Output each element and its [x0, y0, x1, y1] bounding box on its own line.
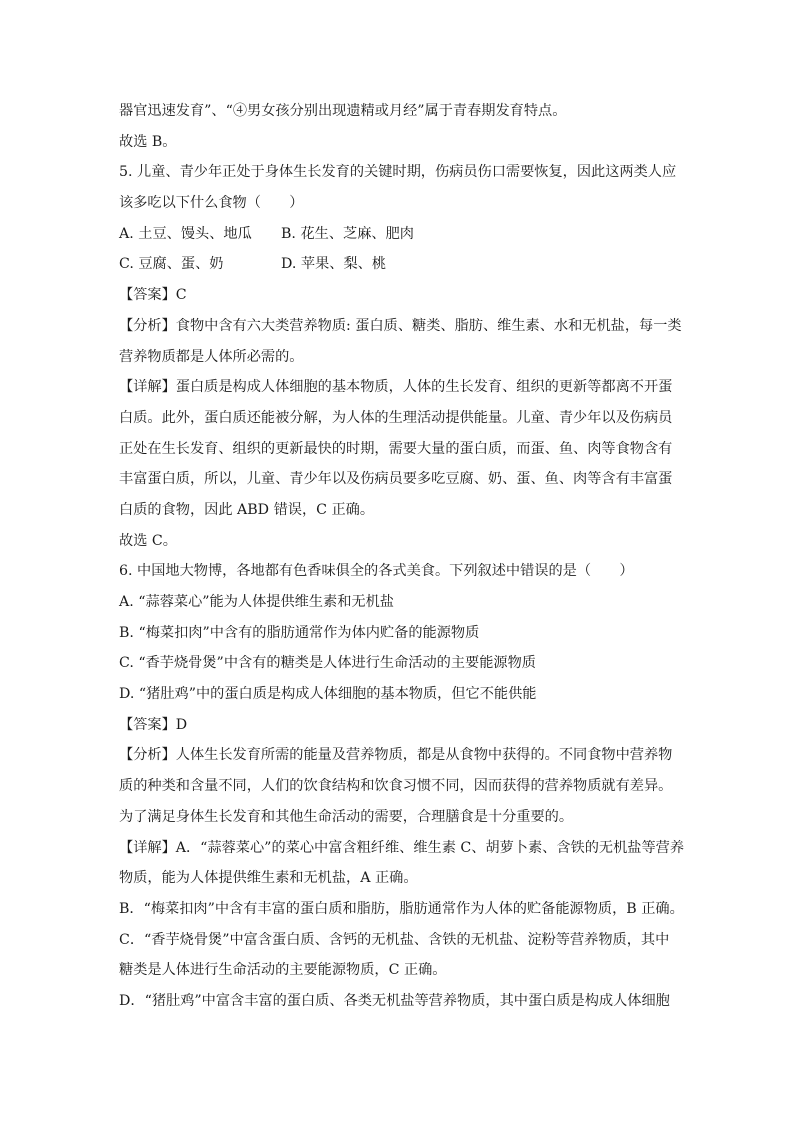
question-5-analysis-line-2: 营养物质都是人体所必需的。: [119, 348, 304, 365]
question-6-analysis-line-2: 质的种类和含量不同，人们的饮食结构和饮食习惯不同，因而获得的营养物质就有差异。: [119, 778, 673, 795]
question-6-detail-a-line-2: 物质，能为人体提供维生素和无机盐，A 正确。: [119, 870, 418, 887]
choose-answer-q4: 故选 B。: [119, 133, 177, 150]
question-6-option-b: B. “梅菜扣肉”中含有的脂肪通常作为体内贮备的能源物质: [119, 624, 480, 641]
question-5-option-d: D. 苹果、梨、桃: [281, 256, 387, 273]
question-5-detail-line-2: 白质。此外，蛋白质还能被分解，为人体的生理活动提供能量。儿童、青少年以及伤病员: [119, 409, 673, 426]
question-6-detail-a-line-1: 【详解】A．“蒜蓉菜心”的菜心中富含粗纤维、维生素 C、胡萝卜素、含铁的无机盐等营养: [119, 839, 685, 856]
question-5-option-a: A. 土豆、馒头、地瓜: [119, 225, 252, 242]
question-5-options-row-1: [119, 219, 679, 250]
document-body: [119, 96, 685, 1017]
question-5-option-b: B. 花生、芝麻、肥肉: [281, 225, 414, 242]
question-6-option-c: C. “香芋烧骨煲”中含有的糖类是人体进行生命活动的主要能源物质: [119, 655, 536, 672]
question-6-analysis-line-3: 为了满足身体生长发育和其他生命活动的需要，合理膳食是十分重要的。: [119, 808, 574, 825]
question-6-option-d: D. “猪肚鸡”中的蛋白质是构成人体细胞的基本物质，但它不能供能: [119, 686, 537, 703]
question-6-detail-c-line-1: C．“香芋烧骨煲”中富含蛋白质、含钙的无机盐、含铁的无机盐、淀粉等营养物质，其中: [119, 931, 670, 948]
question-6-analysis-line-1: 【分析】人体生长发育所需的能量及营养物质，都是从食物中获得的。不同食物中营养物: [119, 747, 673, 764]
text-line-continuation: 器官迅速发育”、“④男女孩分别出现遗精或月经”属于青春期发育特点。: [119, 103, 567, 119]
question-5-stem-line-2: 该多吃以下什么食物（ ）: [119, 195, 304, 212]
question-6-detail-b: B．“梅菜扣肉”中含有丰富的蛋白质和脂肪，脂肪通常作为人体的贮备能源物质，B 正确。: [119, 900, 684, 917]
question-5-detail-line-1: 【详解】蛋白质是构成人体细胞的基本物质，人体的生长发育、组织的更新等都离不开蛋: [119, 379, 673, 396]
question-5-option-c: C. 豆腐、蛋、奶: [119, 256, 224, 273]
question-6-stem: 6. 中国地大物博，各地都有色香味俱全的各式美食。下列叙述中错误的是（ ）: [119, 563, 634, 580]
question-6-detail-c-line-2: 糖类是人体进行生命活动的主要能源物质，C 正确。: [119, 962, 447, 979]
question-5-options-row-2: [119, 249, 679, 280]
question-6-option-a: A. “蒜蓉菜心”能为人体提供维生素和无机盐: [119, 594, 394, 610]
question-6-detail-d-line-1: D．“猪肚鸡”中富含丰富的蛋白质、各类无机盐等营养物质，其中蛋白质是构成人体细胞: [119, 992, 670, 1009]
question-5-detail-line-3: 正处在生长发育、组织的更新最快的时期，需要大量的蛋白质，而蛋、鱼、肉等食物含有: [119, 440, 673, 457]
question-5-detail-line-4: 丰富蛋白质，所以，儿童、青少年以及伤病员要多吃豆腐、奶、蛋、鱼、肉等含有丰富蛋: [119, 471, 673, 488]
question-5-stem-line-1: 5. 儿童、青少年正处于身体生长发育的关键时期，伤病员伤口需要恢复，因此这两类人应: [119, 164, 677, 181]
question-5-analysis-line-1: 【分析】食物中含有六大类营养物质: 蛋白质、糖类、脂肪、维生素、水和无机盐，每一类: [119, 317, 682, 334]
question-6-answer: 【答案】D: [119, 716, 188, 733]
question-5-answer: 【答案】C: [119, 287, 187, 304]
question-5-choose: 故选 C。: [119, 532, 177, 549]
question-5-detail-line-5: 白质的食物，因此 ABD 错误，C 正确。: [119, 501, 375, 518]
